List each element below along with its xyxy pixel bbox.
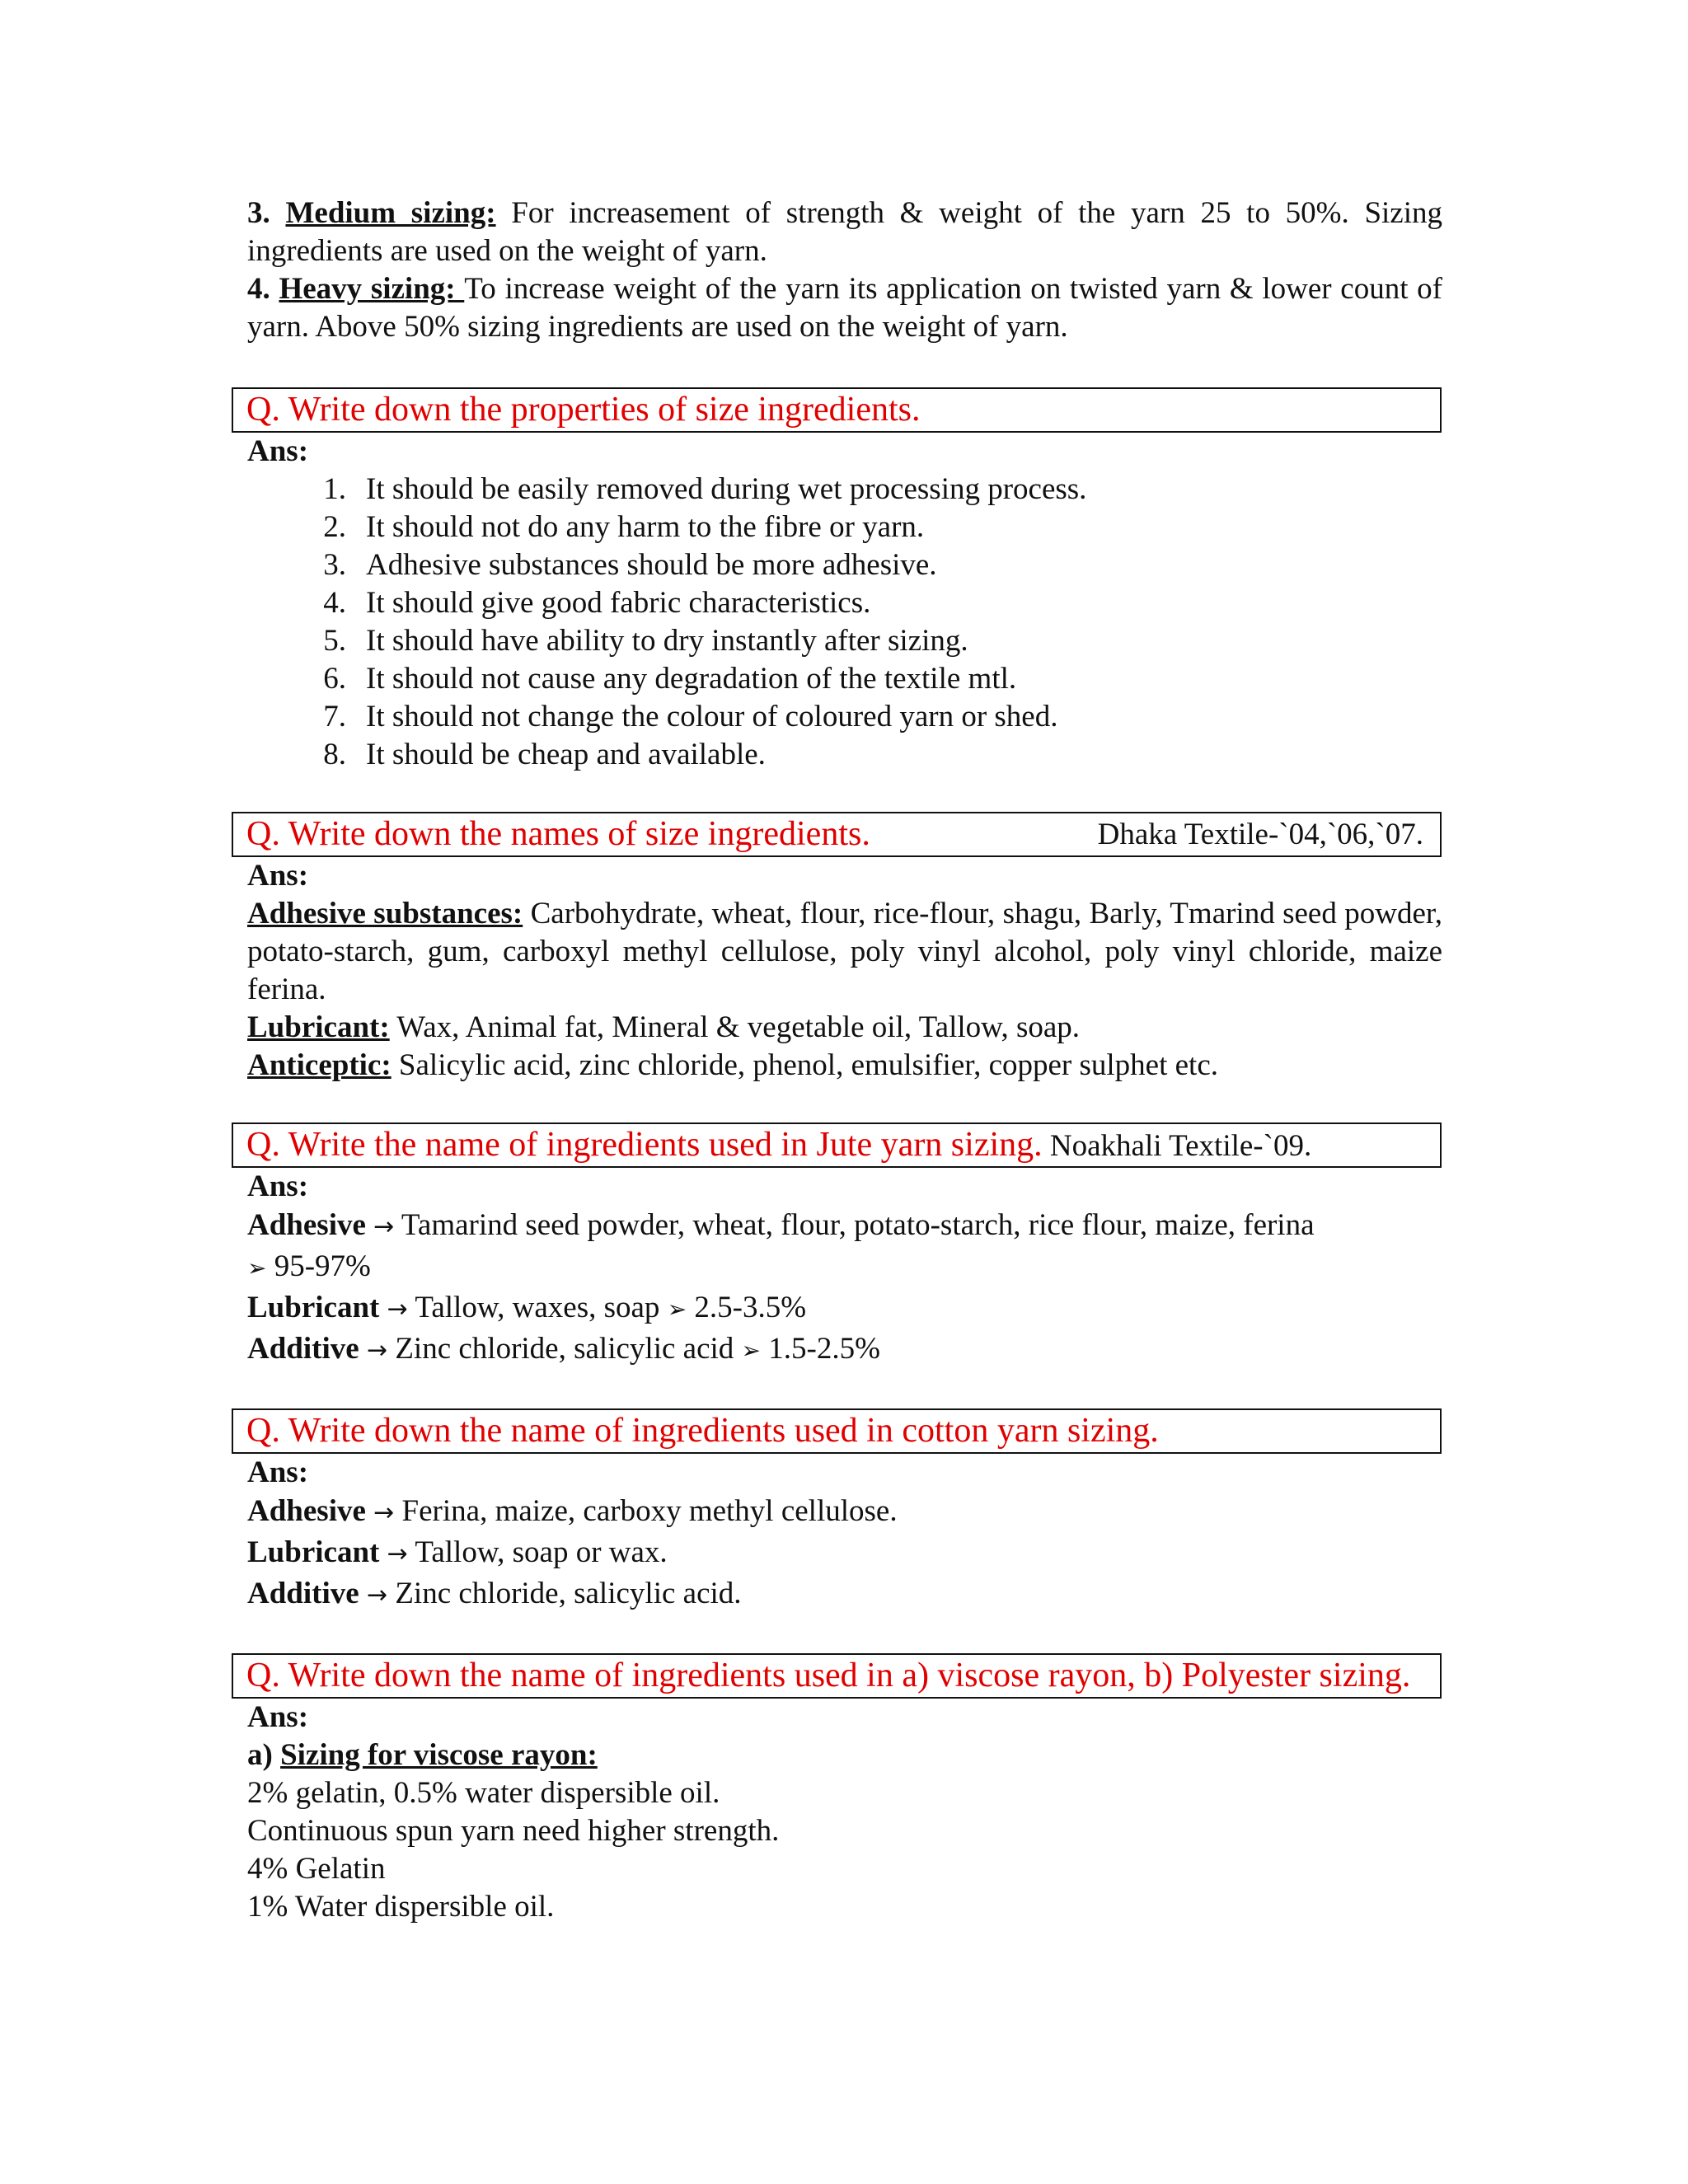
jute-adhesive-percentage: ➢ 95-97% bbox=[247, 1249, 371, 1283]
arrow-right-icon: → bbox=[387, 1540, 408, 1568]
arrow-right-icon: → bbox=[366, 1581, 388, 1610]
viscose-line: 2% gelatin, 0.5% water dispersible oil. bbox=[247, 1776, 720, 1810]
answer-label: Ans: bbox=[247, 434, 309, 468]
properties-list bbox=[247, 471, 1442, 774]
heavy-sizing-text: To increase weight of the yarn its application on twisted yarn & lower count of yarn. Above 50% sizing ingredients are used on the weight of yarn. bbox=[247, 272, 1442, 344]
question-box-cotton bbox=[232, 1408, 1442, 1454]
term-anticeptic: Anticeptic: bbox=[247, 1048, 392, 1082]
answer-label: Ans: bbox=[247, 1169, 309, 1203]
question-box-properties bbox=[232, 387, 1442, 433]
document-page bbox=[247, 194, 1442, 1926]
arrow-right-icon: → bbox=[387, 1295, 408, 1324]
viscose-line: 1% Water dispersible oil. bbox=[247, 1890, 555, 1924]
answer-label: Ans: bbox=[247, 859, 309, 893]
item-number: 4. bbox=[247, 272, 270, 306]
list-item: 8. It should be cheap and available. bbox=[323, 738, 766, 771]
question-text: Q. Write down the properties of size ingredients. bbox=[246, 391, 921, 429]
item-number: 3. bbox=[247, 196, 270, 230]
anticeptic-entry: Anticeptic: Salicylic acid, zinc chloride, phenol, emulsifier, copper sulphet etc. bbox=[247, 1048, 1219, 1082]
viscose-line: 4% Gelatin bbox=[247, 1852, 386, 1886]
heavy-sizing-paragraph bbox=[247, 270, 1442, 346]
arrowhead-bullet-icon: ➢ bbox=[667, 1296, 687, 1323]
list-item: 6. It should not cause any degradation of the textile mtl. bbox=[323, 662, 1017, 696]
answer-label: Ans: bbox=[247, 1455, 309, 1489]
list-item: 3. Adhesive substances should be more adhesive. bbox=[323, 548, 937, 582]
list-item: 4. It should give good fabric characteristics. bbox=[323, 586, 871, 620]
arrow-right-icon: → bbox=[373, 1498, 395, 1527]
term-adhesive-substances: Adhesive substances: bbox=[247, 897, 523, 930]
list-item: 2. It should not do any harm to the fibre or yarn. bbox=[323, 510, 925, 544]
medium-sizing-paragraph bbox=[247, 194, 1442, 270]
medium-sizing-text: For increasement of strength & weight of the yarn 25 to 50%. Sizing ingredients are used on the weight of yarn. bbox=[247, 196, 1442, 268]
question-text: Q. Write down the name of ingredients used in a) viscose rayon, b) Polyester sizing. bbox=[246, 1657, 1411, 1694]
answer-label: Ans: bbox=[247, 1700, 309, 1734]
question-text: Q. Write down the names of size ingredients. bbox=[246, 815, 870, 853]
viscose-line: Continuous spun yarn need higher strength. bbox=[247, 1814, 780, 1848]
list-item: 7. It should not change the colour of coloured yarn or shed. bbox=[323, 700, 1058, 733]
jute-lubricant-row: Lubricant → Tallow, waxes, soap ➢ 2.5-3.5% bbox=[247, 1291, 807, 1324]
question-text: Q. Write down the name of ingredients used in cotton yarn sizing. bbox=[246, 1412, 1159, 1450]
jute-additive-row: Additive → Zinc chloride, salicylic acid ➢ 1.5-2.5% bbox=[247, 1332, 880, 1366]
question-text: Q. Write the name of ingredients used in Jute yarn sizing. bbox=[246, 1126, 1043, 1164]
lubricant-entry: Lubricant: Wax, Animal fat, Mineral & vegetable oil, Tallow, soap. bbox=[247, 1010, 1081, 1044]
arrowhead-bullet-icon: ➢ bbox=[247, 1254, 267, 1282]
question-box-jute bbox=[232, 1122, 1442, 1168]
exam-source: Dhaka Textile-`04,`06,`07. bbox=[1097, 818, 1423, 851]
question-box-names bbox=[232, 812, 1442, 857]
term-heavy-sizing: Heavy sizing: bbox=[279, 272, 465, 306]
arrow-right-icon: → bbox=[373, 1212, 395, 1241]
viscose-subheading: a) Sizing for viscose rayon: bbox=[247, 1738, 598, 1772]
term-lubricant: Lubricant: bbox=[247, 1010, 390, 1044]
arrow-right-icon: → bbox=[366, 1336, 388, 1365]
cotton-additive-row: Additive → Zinc chloride, salicylic acid. bbox=[247, 1577, 742, 1610]
list-item: 1. It should be easily removed during wet processing process. bbox=[323, 472, 1087, 506]
term-medium-sizing: Medium sizing: bbox=[285, 196, 496, 230]
adhesive-substances-entry: Adhesive substances: Carbohydrate, wheat, flour, rice-flour, shagu, Barly, Tmarind seed powder, potato-starch, gum, carboxyl methyl cellulose, poly vinyl alcohol, poly vinyl chloride, maize ferina. bbox=[247, 897, 1442, 1006]
jute-adhesive-row: Adhesive → Tamarind seed powder, wheat, flour, potato-starch, rice flour, maize, ferina bbox=[247, 1208, 1315, 1242]
list-item: 5. It should have ability to dry instantly after sizing. bbox=[323, 624, 968, 658]
arrowhead-bullet-icon: ➢ bbox=[741, 1337, 761, 1364]
question-box-viscose-polyester bbox=[232, 1653, 1442, 1699]
exam-source: Noakhali Textile-`09. bbox=[1042, 1129, 1312, 1163]
cotton-adhesive-row: Adhesive → Ferina, maize, carboxy methyl cellulose. bbox=[247, 1494, 898, 1528]
cotton-lubricant-row: Lubricant → Tallow, soap or wax. bbox=[247, 1535, 668, 1569]
